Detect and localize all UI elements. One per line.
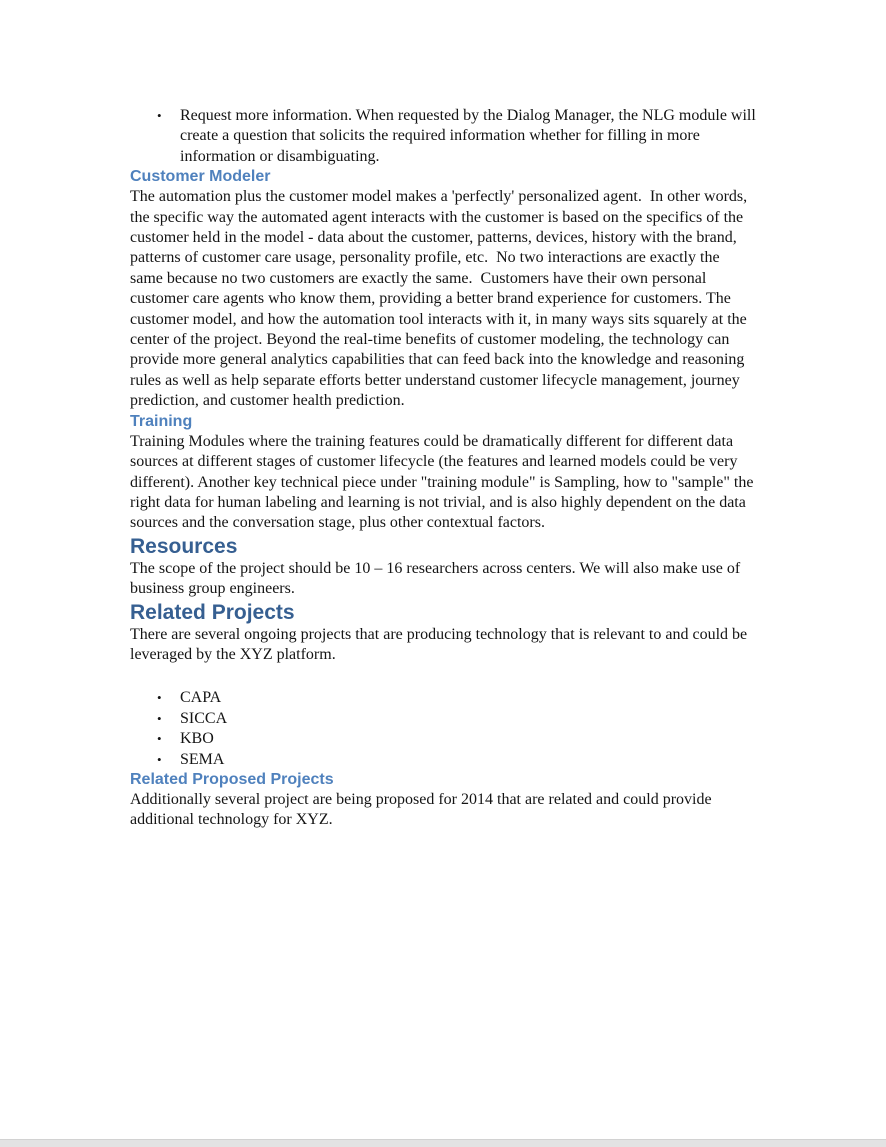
heading-resources: Resources [130,534,238,558]
bullet-icon: • [157,731,162,747]
heading-related-proposed-projects: Related Proposed Projects [130,770,334,788]
heading-customer-modeler: Customer Modeler [130,168,271,186]
bullet-icon: • [157,751,162,767]
list-item-text: SEMA [180,750,225,768]
bullet-icon: • [157,690,162,706]
list-item [130,729,756,749]
list-item [130,688,756,708]
related-projects-bullet-list [130,688,756,770]
list-item [130,750,756,770]
list-item-text: CAPA [180,689,222,707]
bullet-icon: • [157,108,162,123]
paragraph-training: Training Modules where the training features could be dramatically different for different data sources at different stages of customer lifecycle (the features and learned models could be very different). Another key technical piece under "training module" is Sampling, how to "sample" the right data for human labeling and learning is not trivial, and is also highly dependent on the data sources and the conversation stage, plus other contextual factors. [130,432,758,532]
page-edge-divider [0,1139,886,1147]
bullet-icon: • [157,710,162,726]
paragraph-resources: The scope of the project should be 10 – 16 researchers across centers. We will also make use of business group engineers. [130,559,745,598]
heading-training: Training [130,412,193,430]
list-item [130,709,756,729]
paragraph-related-projects: There are several ongoing projects that are producing technology that is relevant to and could be leveraged by the XYZ platform. [130,625,752,663]
list-item-text: Request more information. When requested by the Dialog Manager, the NLG module will create a question that solicits the required information whether for filling in more information or disambiguating. [180,107,760,165]
list-item-text: SICCA [180,709,228,727]
intro-bullet-list [130,106,760,167]
paragraph-related-proposed-projects: Additionally several project are being proposed for 2014 that are related and could provide additional technology for XYZ. [130,790,716,829]
heading-related-projects: Related Projects [130,600,295,624]
list-item [130,106,760,167]
paragraph-customer-modeler: The automation plus the customer model makes a 'perfectly' personalized agent. In other words, the specific way the automated agent interacts with the customer is based on the specifics of the customer held in the model - data about the customer, patterns, devices, history with the brand, patterns of customer care usage, personality profile, etc. No two interactions are exactly the same because no two customers are exactly the same. Customers have their own personal customer care agents who know them, providing a better brand experience for customers. The customer model, and how the automation tool interacts with it, in many ways sits squarely at the center of the project. Beyond the real-time benefits of customer modeling, the technology can provide more general analytics capabilities that can feed back into the knowledge and reasoning rules as well as help separate efforts better understand customer lifecycle management, journey prediction, and customer health prediction. [130,188,752,410]
list-item-text: KBO [180,730,214,748]
